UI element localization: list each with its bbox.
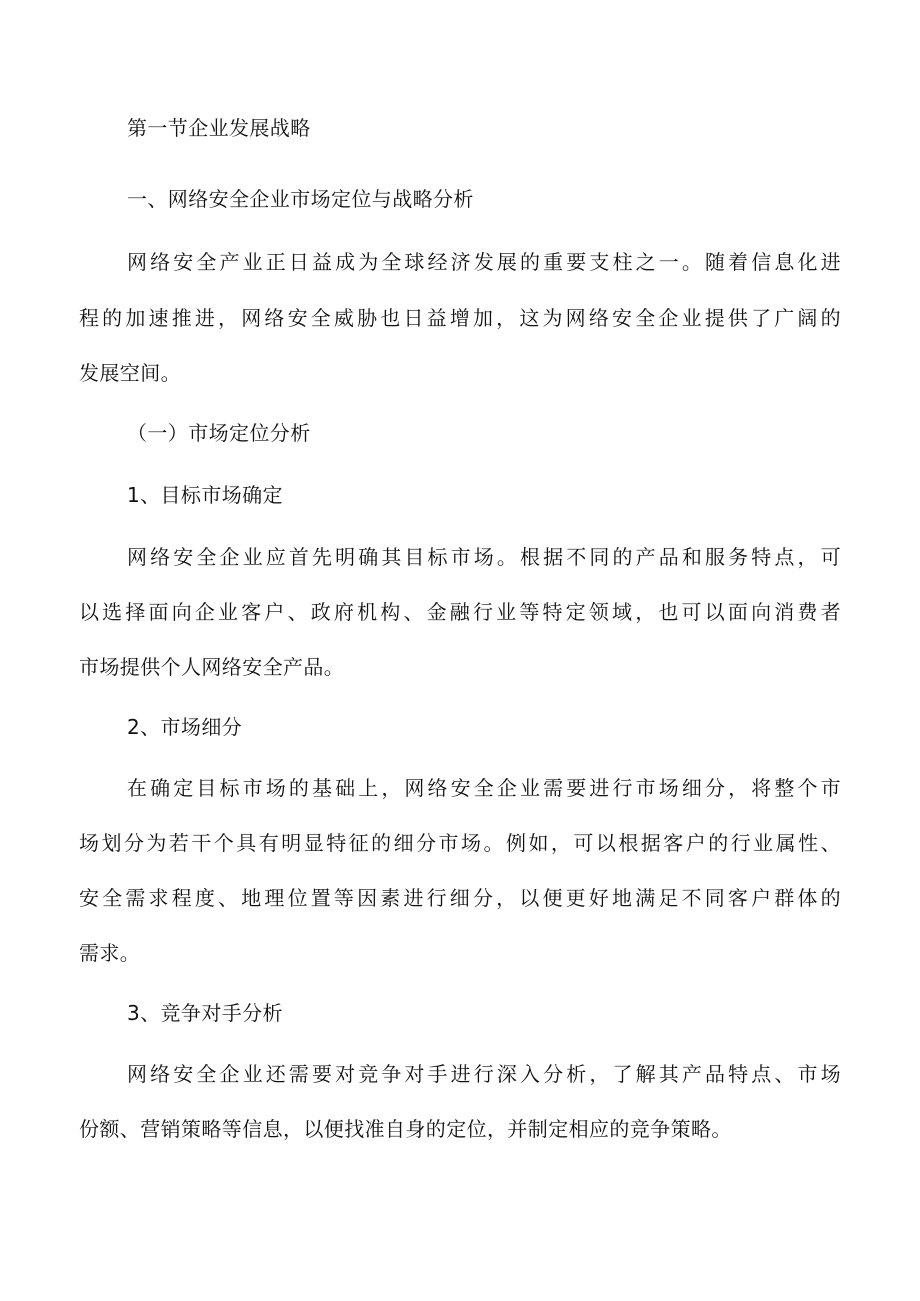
item-2-paragraph-line-1: 在确定目标市场的基础上，网络安全企业需要进行市场细分，将整个市 — [127, 776, 841, 800]
item-2-paragraph-line-3: 安全需求程度、地理位置等因素进行细分，以便更好地满足不同客户群体的 — [79, 886, 841, 910]
item-3-paragraph-line-2: 份额、营销策略等信息，以便找准自身的定位，并制定相应的竞争策略。 — [79, 1117, 732, 1141]
item-1-paragraph-line-2: 以选择面向企业客户、政府机构、金融行业等特定领域，也可以面向消费者 — [79, 600, 841, 624]
item-1-title: 1、目标市场确定 — [127, 483, 283, 507]
intro-paragraph-line-3: 发展空间。 — [79, 361, 181, 385]
item-2-title: 2、市场细分 — [127, 715, 243, 739]
item-2-paragraph-line-2: 场划分为若干个具有明显特征的细分市场。例如，可以根据客户的行业属性、 — [79, 831, 841, 855]
subheading-market-positioning-analysis: （一）市场定位分析 — [127, 421, 311, 445]
intro-paragraph-line-1: 网络安全产业正日益成为全球经济发展的重要支柱之一。随着信息化进 — [127, 250, 841, 274]
section-title: 第一节企业发展战略 — [127, 116, 311, 140]
item-3-title: 3、竞争对手分析 — [127, 1001, 283, 1025]
item-1-paragraph-line-1: 网络安全企业应首先明确其目标市场。根据不同的产品和服务特点，可 — [127, 545, 841, 569]
intro-paragraph-line-2: 程的加速推进，网络安全威胁也日益增加，这为网络安全企业提供了广阔的 — [79, 306, 841, 330]
item-1-paragraph-line-3: 市场提供个人网络安全产品。 — [79, 655, 345, 679]
item-3-paragraph-line-1: 网络安全企业还需要对竞争对手进行深入分析，了解其产品特点、市场 — [127, 1062, 841, 1086]
heading-market-positioning: 一、网络安全企业市场定位与战略分析 — [127, 187, 474, 211]
item-2-paragraph-line-4: 需求。 — [79, 941, 141, 965]
